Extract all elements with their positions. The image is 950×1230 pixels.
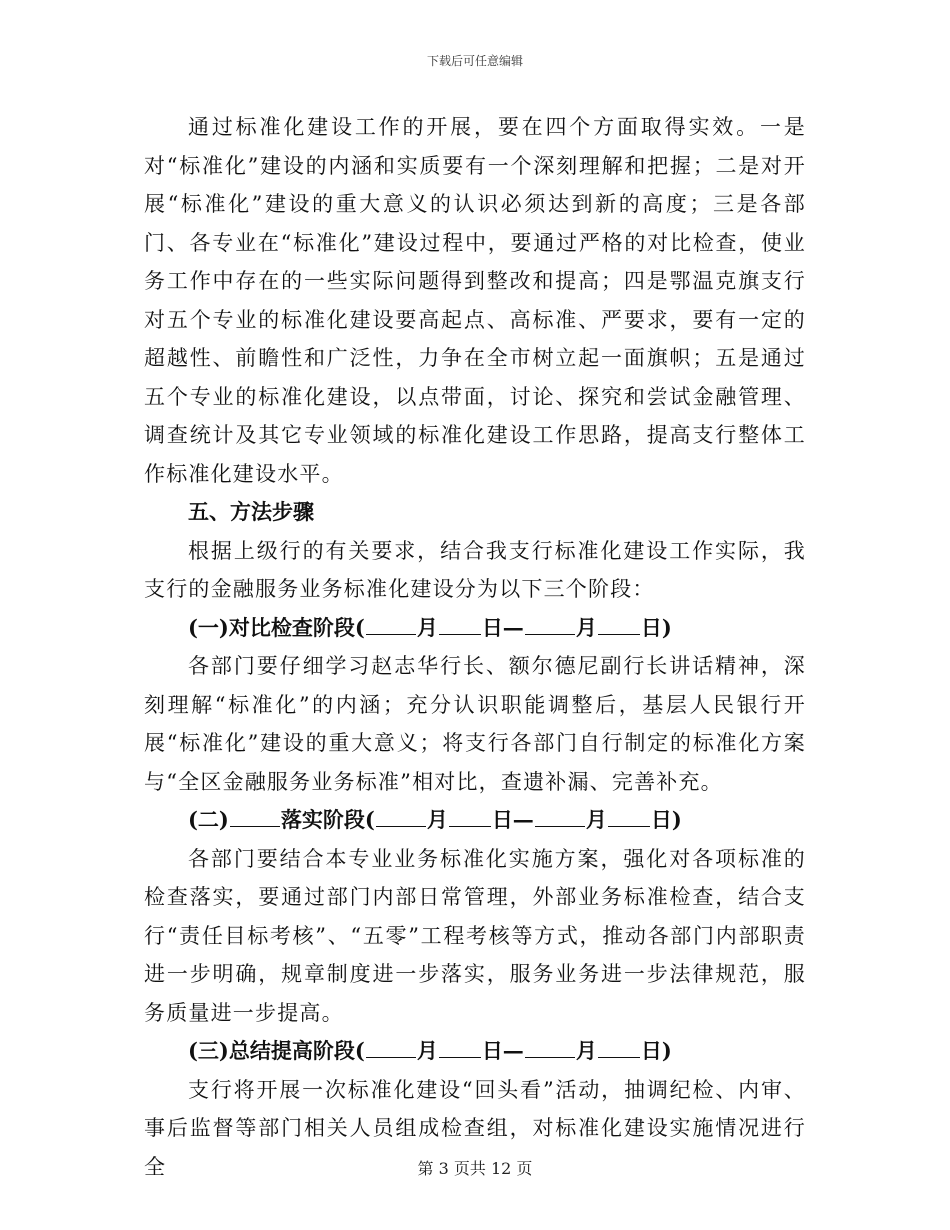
paragraph-stage-1: 各部门要仔细学习赵志华行长、额尔德尼副行长讲话精神，深刻理解“标准化”的内涵；充分认识职能调整后，基层人民银行开展“标准化”建设的重大意义；将支行各部门自行制定的标准化方案与“全区金融服务业务标准”相对比，查遗补漏、完善补充。 <box>144 654 806 794</box>
blank-day-end <box>608 806 650 827</box>
close-paren: ) <box>671 807 682 832</box>
month-label: 月 <box>416 1038 438 1063</box>
month-label: 月 <box>575 1038 597 1063</box>
paragraph-stage-3: 支行将开展一次标准化建设“回头看”活动，抽调纪检、内审、事后监督等部门相关人员组成检查组，对标准化建设实施情况进行全 <box>144 1077 806 1179</box>
blank-month-end <box>525 1037 575 1058</box>
stage-heading-1 <box>144 609 806 648</box>
day-label: 日— <box>481 614 524 640</box>
day-label: 日 <box>640 1038 662 1063</box>
month-label: 月 <box>575 614 597 640</box>
document-body <box>144 108 806 1186</box>
blank-month-start <box>376 806 426 827</box>
blank-stage-2-name <box>230 806 280 827</box>
page-number: 第 3 页共 12 页 <box>417 1159 533 1178</box>
blank-month-end <box>535 806 585 827</box>
close-paren: ) <box>661 1038 672 1063</box>
blank-day-start <box>439 1037 481 1058</box>
paragraph-stages-intro: 根据上级行的有关要求，结合我支行标准化建设工作实际，我支行的金融服务业务标准化建设分为以下三个阶段： <box>144 538 806 601</box>
blank-day-end <box>598 614 640 635</box>
blank-month-end <box>525 614 575 635</box>
stage-3-title: (三)总结提高阶段( <box>188 1038 365 1063</box>
blank-month-start <box>366 614 416 635</box>
month-label: 月 <box>585 807 607 832</box>
blank-day-start <box>439 614 481 635</box>
stage-heading-3 <box>144 1032 806 1071</box>
blank-day-start <box>449 806 491 827</box>
month-label: 月 <box>416 614 438 640</box>
day-label: 日— <box>481 1038 524 1063</box>
close-paren: ) <box>661 614 672 640</box>
day-label: 日 <box>640 614 662 640</box>
stage-1-title: (一)对比检查阶段( <box>188 614 365 640</box>
day-label: 日 <box>650 807 672 832</box>
day-label: 日— <box>491 807 534 832</box>
blank-month-start <box>366 1037 416 1058</box>
stage-2-title: 落实阶段( <box>280 807 375 832</box>
blank-day-end <box>598 1037 640 1058</box>
month-label: 月 <box>426 807 448 832</box>
paragraph-stage-2: 各部门要结合本专业业务标准化实施方案，强化对各项标准的检查落实，要通过部门内部日常管理，外部业务标准检查，结合支行“责任目标考核”、“五零”工程考核等方式，推动各部门内部职责进一步明确，规章制度进一步落实，服务业务进一步法律规范，服务质量进一步提高。 <box>144 846 806 1025</box>
paragraph-objectives: 通过标准化建设工作的开展，要在四个方面取得实效。一是对“标准化”建设的内涵和实质要有一个深刻理解和把握；二是对开展“标准化”建设的重大意义的认识必须达到新的高度；三是各部门、各专业在“标准化”建设过程中，要通过严格的对比检查，使业务工作中存在的一些实际问题得到整改和提高；四是鄂温克旗支行对五个专业的标准化建设要高起点、高标准、严要求，要有一定的超越性、前瞻性和广泛性，力争在全市树立起一面旗帜；五是通过五个专业的标准化建设，以点带面，讨论、探究和尝试金融管理、调查统计及其它专业领域的标准化建设工作思路，提高支行整体工作标准化建设水平。 <box>144 115 806 486</box>
section-heading-methods: 五、方法步骤 <box>188 499 314 524</box>
stage-heading-2 <box>144 801 806 840</box>
page-header-note: 下载后可任意编辑 <box>426 54 523 68</box>
stage-2-number: (二) <box>188 807 229 832</box>
